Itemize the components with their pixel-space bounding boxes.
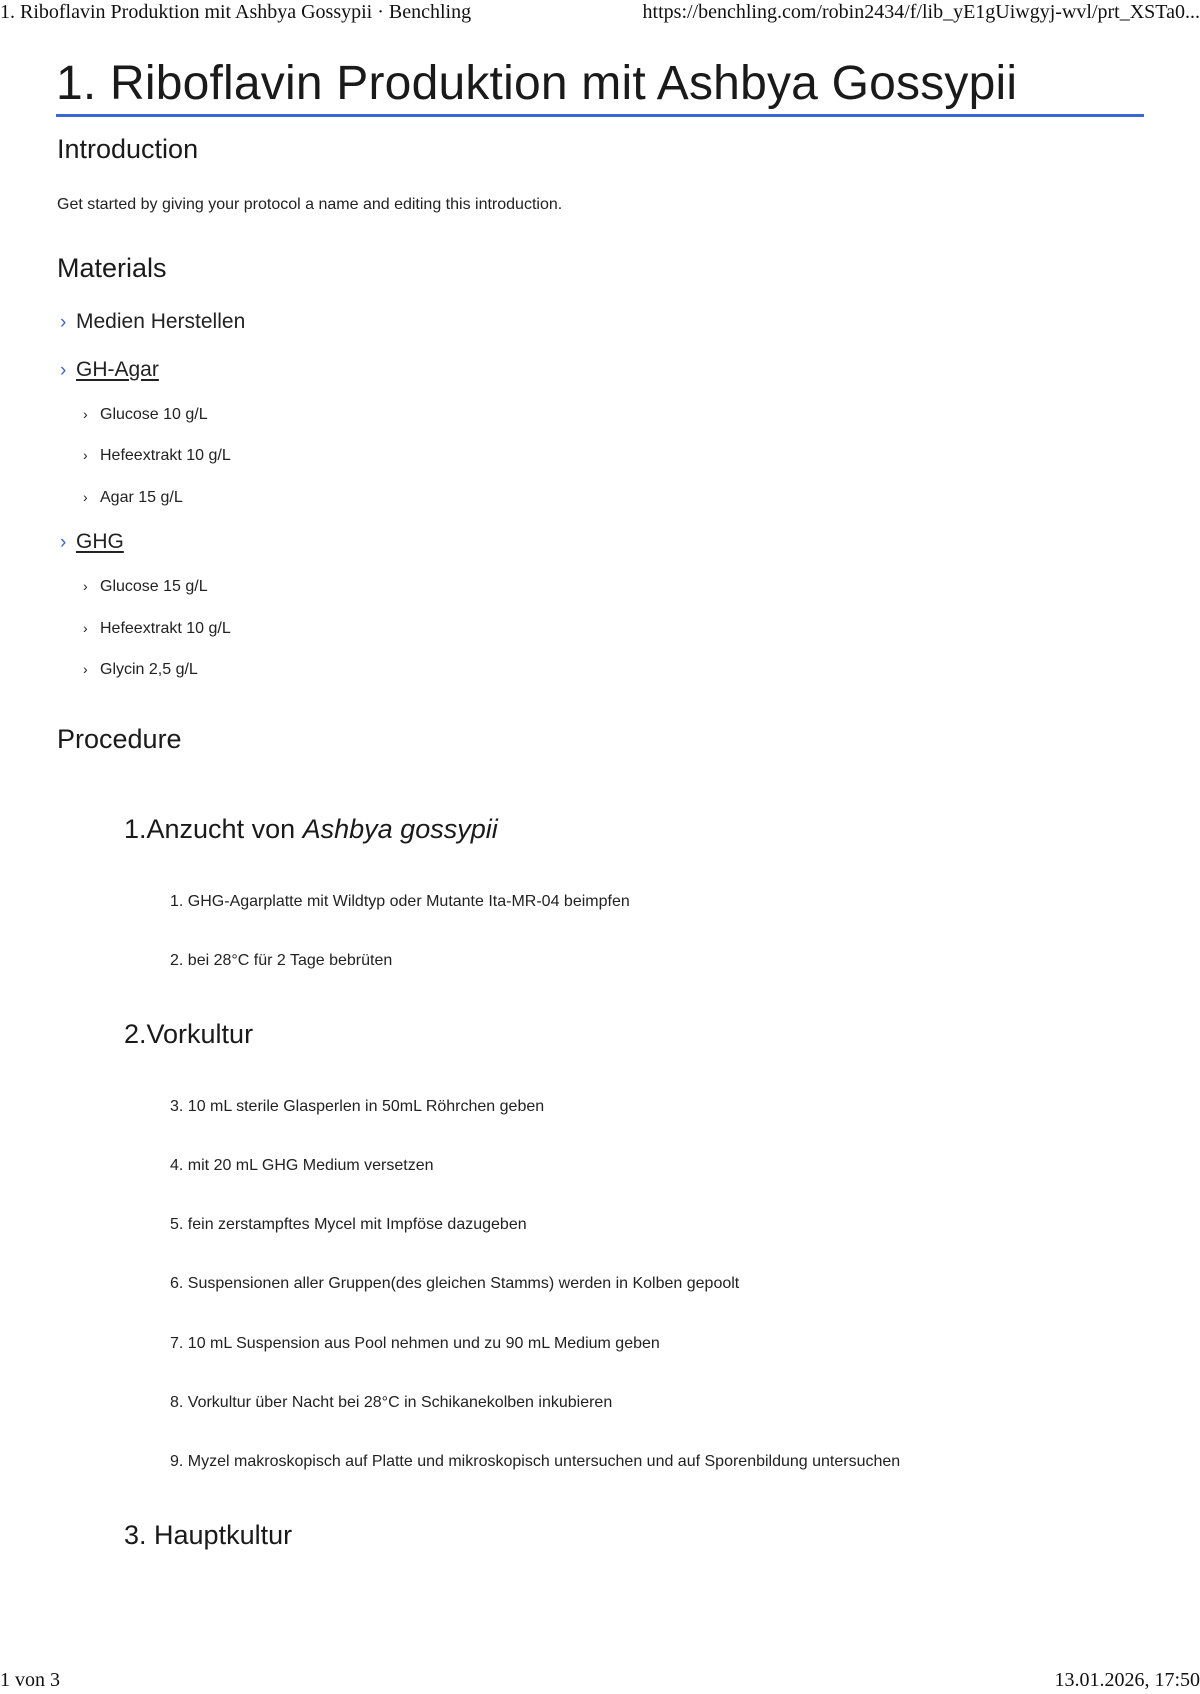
material-subitem-label: Glucose 15 g/L bbox=[100, 578, 208, 595]
procedure-step: 9. Myzel makroskopisch auf Platte und mikroskopisch untersuchen und auf Sporenbildung untersuchen bbox=[170, 1453, 901, 1470]
procedure-heading: Procedure bbox=[57, 724, 182, 754]
material-item-ghg[interactable] bbox=[60, 530, 124, 554]
material-link-gh-agar[interactable]: GH-Agar bbox=[76, 358, 159, 381]
material-subitem-label: Glucose 10 g/L bbox=[100, 406, 208, 423]
material-subitem-label: Agar 15 g/L bbox=[100, 489, 183, 506]
print-url: https://benchling.com/robin2434/f/lib_yE1gUiwgyj-wvl/prt_XSTa0... bbox=[642, 1, 1200, 23]
procedure-step: 4. mit 20 mL GHG Medium versetzen bbox=[170, 1157, 434, 1174]
material-item-medien-herstellen[interactable] bbox=[60, 310, 245, 334]
procedure-step: 8. Vorkultur über Nacht bei 28°C in Schikanekolben inkubieren bbox=[170, 1394, 613, 1411]
material-subitem bbox=[83, 578, 208, 596]
procedure-section-title bbox=[124, 1019, 253, 1050]
chevron-right-icon: › bbox=[60, 360, 67, 381]
document-title: 1. Riboflavin Produktion mit Ashbya Gossypii bbox=[56, 56, 1144, 117]
print-footer bbox=[0, 1668, 1200, 1694]
material-subitem-label: Hefeextrakt 10 g/L bbox=[100, 620, 231, 637]
section-title-italic: Ashbya gossypii bbox=[302, 814, 498, 844]
material-subitem-label: Glycin 2,5 g/L bbox=[100, 661, 198, 678]
procedure-step: 1. GHG-Agarplatte mit Wildtyp oder Mutante Ita-MR-04 beimpfen bbox=[170, 893, 630, 910]
procedure-step: 2. bei 28°C für 2 Tage bebrüten bbox=[170, 952, 393, 969]
material-item-gh-agar[interactable] bbox=[60, 358, 159, 382]
section-title-text: 2.Vorkultur bbox=[124, 1019, 254, 1049]
procedure-section-title bbox=[124, 814, 498, 845]
chevron-right-icon: › bbox=[83, 620, 88, 636]
chevron-right-icon: › bbox=[83, 578, 88, 594]
material-link-ghg[interactable]: GHG bbox=[76, 530, 124, 553]
chevron-right-icon: › bbox=[83, 447, 88, 463]
material-subitem-label: Hefeextrakt 10 g/L bbox=[100, 447, 231, 464]
print-header bbox=[0, 0, 1200, 26]
print-timestamp: 13.01.2026, 17:50 bbox=[1054, 1669, 1200, 1691]
section-title-text: 3. Hauptkultur bbox=[124, 1520, 293, 1550]
material-subitem bbox=[83, 489, 183, 507]
introduction-heading: Introduction bbox=[57, 134, 199, 164]
procedure-step: 3. 10 mL sterile Glasperlen in 50mL Röhrchen geben bbox=[170, 1098, 545, 1115]
material-subitem bbox=[83, 620, 231, 638]
procedure-step: 7. 10 mL Suspension aus Pool nehmen und zu 90 mL Medium geben bbox=[170, 1335, 660, 1352]
print-page-title: 1. Riboflavin Produktion mit Ashbya Gossypii · Benchling bbox=[0, 1, 472, 23]
chevron-right-icon: › bbox=[83, 661, 88, 677]
material-item-label: Medien Herstellen bbox=[76, 310, 246, 333]
procedure-section-title bbox=[124, 1520, 292, 1551]
materials-heading: Materials bbox=[57, 253, 167, 283]
procedure-step: 6. Suspensionen aller Gruppen(des gleichen Stamms) werden in Kolben gepoolt bbox=[170, 1275, 740, 1292]
section-title-text: 1.Anzucht von bbox=[124, 814, 303, 844]
chevron-right-icon: › bbox=[83, 406, 88, 422]
material-subitem bbox=[83, 661, 198, 679]
chevron-right-icon: › bbox=[60, 532, 67, 553]
material-subitem bbox=[83, 406, 208, 424]
material-subitem bbox=[83, 447, 231, 465]
procedure-step: 5. fein zerstampftes Mycel mit Impföse dazugeben bbox=[170, 1216, 527, 1233]
chevron-right-icon: › bbox=[60, 312, 67, 333]
chevron-right-icon: › bbox=[83, 489, 88, 505]
page-indicator: 1 von 3 bbox=[0, 1669, 60, 1691]
introduction-text: Get started by giving your protocol a name and editing this introduction. bbox=[57, 196, 563, 213]
